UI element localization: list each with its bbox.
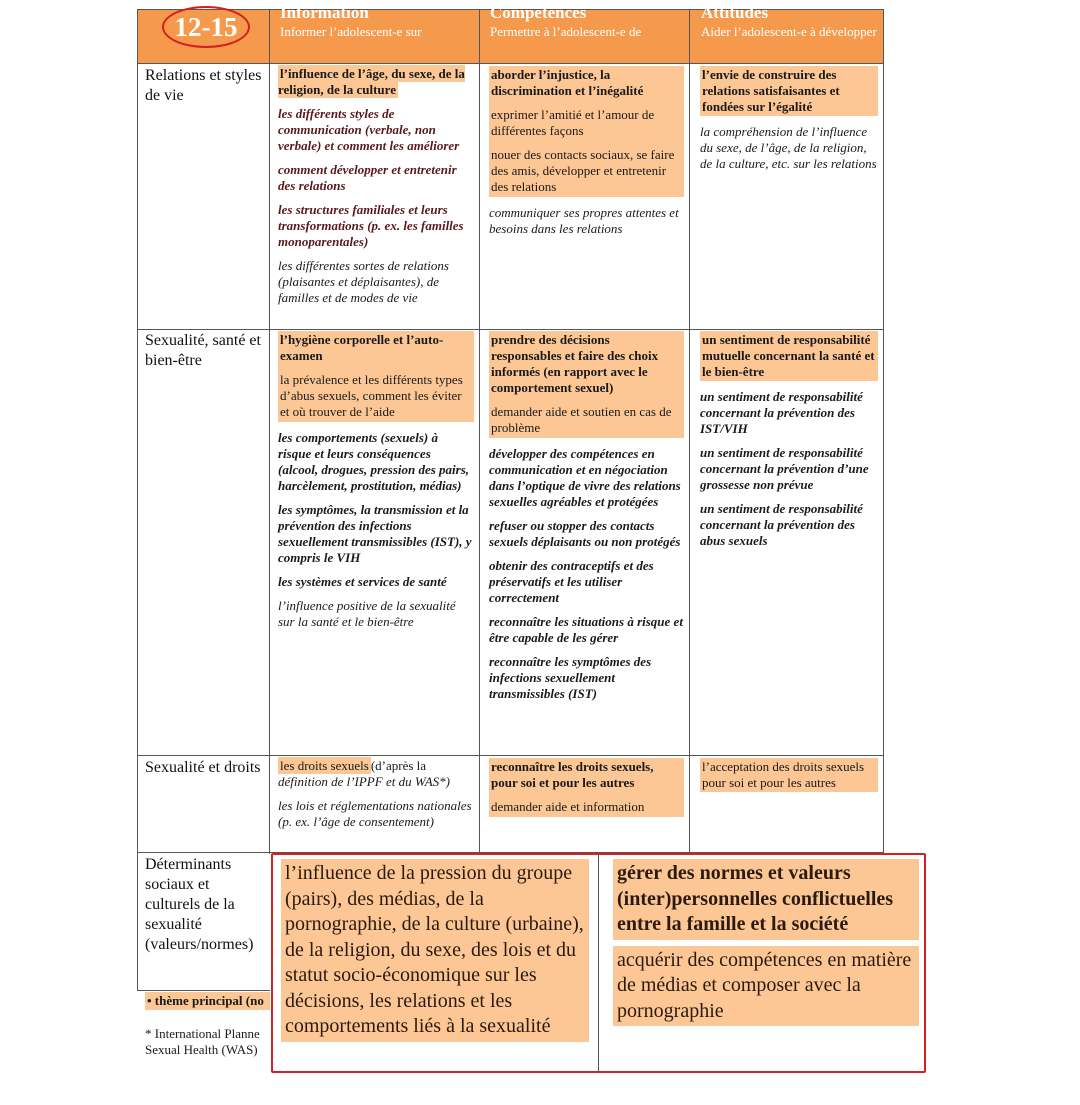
- grid-line: [137, 990, 270, 991]
- list-item: un sentiment de responsabilité concernant la prévention des abus sexuels: [700, 501, 863, 548]
- cell-relations-information: [278, 66, 474, 314]
- list-item: l’influence positive de la sexualité sur la santé et le bien-être: [278, 598, 456, 629]
- list-item: obtenir des contraceptifs et des préservatifs et les utiliser correctement: [489, 558, 654, 605]
- list-item: les différentes sortes de relations (plaisantes et déplaisantes), de familles et de modes de vie: [278, 258, 449, 305]
- list-item: reconnaître les symptômes des infections sexuellement transmissibles (IST): [489, 654, 652, 701]
- list-item: demander aide et soutien en cas de problème: [491, 404, 672, 435]
- header-attitudes-subtitle: Aider l’adolescent-e à développer: [701, 24, 877, 39]
- header-competences-subtitle: Permettre à l’adolescent-e de: [490, 24, 642, 39]
- list-item: communiquer ses propres attentes et besoins dans les relations: [489, 205, 679, 236]
- list-item: les différents styles de communication (verbale, non verbale) et comment les améliorer: [278, 106, 460, 153]
- list-item: acquérir des compétences en matière de médias et composer avec la pornographie: [613, 946, 919, 1027]
- highlight-frame: [271, 853, 926, 1073]
- list-item: les symptômes, la transmission et la prévention des infections sexuellement transmissibles (IST), y compris le VIH: [278, 502, 472, 565]
- list-item: un sentiment de responsabilité concernant la prévention d’une grossesse non prévue: [700, 445, 869, 492]
- highlight-block: [489, 331, 684, 438]
- list-item: prendre des décisions responsables et faire des choix informés (en rapport avec le comportement sexuel): [491, 332, 659, 395]
- list-item: l’acceptation des droits sexuels pour soi et pour les autres: [700, 758, 878, 792]
- list-item: développer des compétences en communication et en négociation dans l’optique de vivre des relations sexuelles agréables et protégées: [489, 446, 681, 509]
- cell-droits-competences: [489, 758, 684, 817]
- header-attitudes: [701, 0, 881, 55]
- highlight-block: [489, 66, 684, 197]
- list-item: gérer des normes et valeurs (inter)personnelles conflictuelles entre la famille et la société: [613, 859, 919, 940]
- grid-line: [269, 9, 270, 854]
- grid-line: [689, 9, 690, 854]
- cell-sante-information: [278, 331, 474, 638]
- list-item: la prévalence et les différents types d’abus sexuels, comment les éviter et où trouver de l’aide: [280, 372, 463, 419]
- grid-line: [479, 9, 480, 854]
- row-label-determinants: Déterminants sociaux et culturels de la sexualité (valeurs/normes): [145, 856, 254, 953]
- cell-sante-attitudes: [700, 331, 878, 557]
- list-item: définition de l’IPPF et du WAS*): [278, 774, 451, 789]
- list-item: reconnaître les situations à risque et être capable de les gérer: [489, 614, 683, 645]
- list-item: nouer des contacts sociaux, se faire des amis, développer et entretenir des relations: [491, 147, 675, 194]
- header-information: [280, 0, 475, 55]
- determinants-competences: [613, 859, 919, 1032]
- list-item: demander aide et information: [491, 799, 645, 814]
- header-information-title: Information: [280, 3, 369, 22]
- age-badge: 12-15: [162, 6, 250, 48]
- cell-droits-attitudes: [700, 758, 878, 800]
- grid-line: [137, 329, 884, 330]
- list-item: les comportements (sexuels) à risque et leurs conséquences (alcool, drogues, pression des pairs, harcèlement, prostitution, médias): [278, 430, 470, 493]
- list-item: exprimer l’amitié et l’amour de différentes façons: [491, 107, 655, 138]
- list-item: les structures familiales et leurs transformations (p. ex. les familles monoparentales): [278, 202, 464, 249]
- list-item: aborder l’injustice, la discrimination et l’inégalité: [491, 67, 644, 98]
- header-attitudes-title: Attitudes: [701, 3, 769, 22]
- list-item: l’hygiène corporelle et l’auto-examen: [280, 332, 444, 363]
- footnote-line: * International Planne: [145, 1026, 260, 1041]
- list-item: un sentiment de responsabilité concernant la prévention des IST/VIH: [700, 389, 863, 436]
- list-item: un sentiment de responsabilité mutuelle concernant la santé et le bien-être: [700, 331, 878, 381]
- cell-sante-competences: [489, 331, 684, 710]
- cell-relations-attitudes: [700, 66, 878, 180]
- list-item: l’envie de construire des relations satisfaisantes et fondées sur l’égalité: [700, 66, 878, 116]
- list-item: comment développer et entretenir des relations: [278, 162, 457, 193]
- header-competences-title: Compétences: [490, 3, 587, 22]
- grid-line: [137, 755, 884, 756]
- list-item: les droits sexuels: [280, 758, 369, 773]
- list-item: les lois et réglementations nationales (p. ex. l’âge de consentement): [278, 798, 472, 829]
- header-competences: [490, 0, 685, 55]
- legend: • thème principal (no: [145, 992, 270, 1010]
- list-item: l’influence de l’âge, du sexe, de la religion, de la culture: [278, 66, 465, 97]
- row-label-relations: Relations et styles de vie: [145, 67, 262, 104]
- row-label-droits: Sexualité et droits: [145, 759, 261, 776]
- highlight-block: [278, 331, 474, 422]
- list-item: reconnaître les droits sexuels, pour soi et pour les autres: [491, 759, 654, 790]
- grid-line: [137, 9, 138, 991]
- grid-line: [598, 855, 599, 1071]
- list-item: refuser ou stopper des contacts sexuels déplaisants ou non protégés: [489, 518, 681, 549]
- cell-droits-information: [278, 758, 474, 838]
- list-item: les systèmes et services de santé: [278, 574, 447, 589]
- determinants-information: l’influence de la pression du groupe (pairs), des médias, de la pornographie, de la culture (urbaine), de la religion, du sexe, des lois et du statut socio-économique sur les décisions, les relations et les comportements liés à la sexualité: [281, 859, 589, 1042]
- footnote-line: Sexual Health (WAS): [145, 1042, 258, 1057]
- cell-relations-competences: [489, 66, 684, 245]
- grid-line: [883, 9, 884, 854]
- header-information-subtitle: Informer l’adolescent-e sur: [280, 24, 422, 39]
- list-item: (d’après la: [370, 758, 427, 773]
- highlight-block: [489, 758, 684, 817]
- list-item: la compréhension de l’influence du sexe, de l’âge, de la religion, de la culture, etc. sur les relations: [700, 124, 877, 171]
- row-label-sante: Sexualité, santé et bien-être: [145, 332, 261, 369]
